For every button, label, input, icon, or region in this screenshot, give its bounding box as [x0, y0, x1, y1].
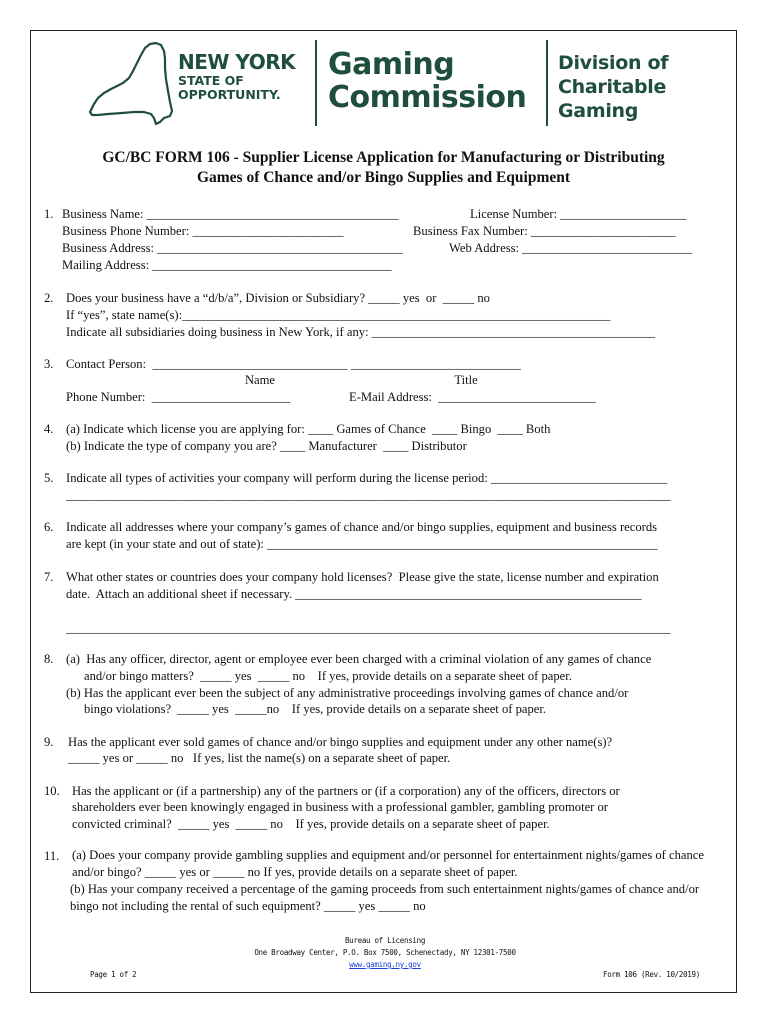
logo-divider — [546, 40, 548, 126]
question-number: 6. — [44, 520, 54, 534]
question-number: 8. — [44, 652, 54, 666]
entertainment-supplies-text[interactable]: (a) Does your company provide gambling supplies and equipment and/or personnel for entertainment nights/games of chance and/or bingo? _____ yes or _____ no If yes, provide details on a separate sheet of paper. — [72, 848, 704, 879]
header-logo — [84, 38, 704, 130]
web-address-field[interactable]: Web Address: ___________________________ — [449, 241, 693, 255]
dba-question-field[interactable]: Does your business have a “d/b/a”, Division or Subsidiary? _____ yes or _____ no — [66, 291, 490, 305]
question-number: 3. — [44, 357, 54, 371]
footer-form-revision: Form 106 (Rev. 10/2019) — [603, 970, 700, 979]
question-number: 2. — [44, 291, 54, 305]
mailing-address-field[interactable]: Mailing Address: ______________________________________ — [62, 258, 392, 272]
dba-names-field[interactable]: If “yes”, state name(s):____________________________________________________________________ — [66, 308, 611, 322]
criminal-violation-question: (a) Has any officer, director, agent or employee ever been charged with a criminal violation of any games of chance — [66, 652, 652, 666]
gc-wordmark-line: Gaming — [328, 47, 455, 82]
question-number: 1. — [44, 207, 54, 221]
other-licenses-field[interactable]: date. Attach an additional sheet if necessary. _______________________________________________________ — [66, 587, 642, 601]
division-wordmark-line: Charitable — [558, 76, 667, 98]
form-title — [30, 148, 737, 188]
contact-person-field[interactable]: Contact Person: _______________________________ ___________________________ — [66, 357, 521, 371]
ny-wordmark-line: NEW YORK — [178, 50, 296, 74]
contact-phone-field[interactable]: Phone Number: ______________________ — [66, 390, 291, 404]
business-address-field[interactable]: Business Address: _______________________________________ — [62, 241, 403, 255]
gc-wordmark-line: Commission — [328, 80, 527, 115]
question-number: 9. — [44, 735, 54, 749]
gambler-association-question-continued: shareholders ever been knowingly engaged in business with a professional gambler, gambling promoter or — [72, 800, 608, 814]
other-licenses-field-continued[interactable]: ________________________________________________________________________________________________ — [66, 621, 671, 635]
logo-divider — [315, 40, 317, 126]
business-name-field[interactable]: Business Name: ________________________________________ — [62, 207, 399, 221]
other-names-question: Has the applicant ever sold games of chance and/or bingo supplies and equipment under any other name(s)? — [68, 735, 613, 749]
ny-state-wordmark — [178, 52, 295, 101]
footer-website-wrap — [230, 959, 540, 971]
admin-proceedings-answer[interactable]: bingo violations? _____ yes _____no If yes, provide details on a separate sheet of paper. — [84, 702, 547, 716]
criminal-violation-answer[interactable]: and/or bingo matters? _____ yes _____ no If yes, provide details on a separate sheet of paper. — [84, 669, 572, 683]
gambler-association-answer[interactable]: convicted criminal? _____ yes _____ no If yes, provide details on a separate sheet of paper. — [72, 817, 550, 831]
license-type-field[interactable]: (a) Indicate which license you are applying for: ____ Games of Chance ____ Bingo ____ Both — [66, 422, 551, 436]
other-names-answer[interactable]: _____ yes or _____ no If yes, list the name(s) on a separate sheet of paper. — [68, 751, 451, 765]
gaming-commission-wordmark — [328, 48, 526, 114]
contact-email-field[interactable]: E-Mail Address: _________________________ — [349, 390, 596, 404]
record-addresses-field[interactable]: are kept (in your state and out of state): ______________________________________________________________ — [66, 537, 658, 551]
gambler-association-question: Has the applicant or (if a partnership) any of the partners or (if a corporation) any of the officers, directors or — [72, 784, 620, 798]
title-caption: Title — [454, 373, 478, 387]
activities-field[interactable]: Indicate all types of activities your company will perform during the license period: ____________________________ — [66, 471, 668, 485]
form-title-line: GC/BC FORM 106 - Supplier License Application for Manufacturing or Distributing — [102, 149, 665, 166]
license-number-field[interactable]: License Number: ____________________ — [470, 207, 687, 221]
ny-wordmark-line: OPPORTUNITY. — [178, 86, 281, 102]
division-wordmark — [558, 51, 668, 123]
new-york-state-outline-icon — [84, 38, 176, 130]
business-phone-field[interactable]: Business Phone Number: ________________________ — [62, 224, 344, 238]
ny-wordmark-line: STATE OF — [178, 73, 244, 88]
form-title-line: Games of Chance and/or Bingo Supplies and Equipment — [196, 169, 571, 186]
business-fax-field[interactable]: Business Fax Number: _______________________ — [413, 224, 676, 238]
entertainment-supplies-question[interactable] — [70, 847, 720, 915]
activities-field-continued[interactable]: ________________________________________________________________________________________________ — [66, 488, 671, 502]
division-wordmark-line: Division of — [558, 52, 669, 74]
question-number: 5. — [44, 471, 54, 485]
footer-address: One Broadway Center, P.O. Box 7500, Schenectady, NY 12301-7500 — [254, 948, 516, 957]
other-licenses-question: What other states or countries does your company hold licenses? Please give the state, license number and expiration — [66, 570, 659, 584]
footer-page-number: Page 1 of 2 — [90, 970, 137, 979]
ny-subsidiaries-field[interactable]: Indicate all subsidiaries doing business in New York, if any: _____________________________________________ — [66, 325, 656, 339]
footer-bureau: Bureau of Licensing — [344, 936, 426, 945]
division-wordmark-line: Gaming — [558, 100, 639, 122]
footer-website-link[interactable]: www.gaming.ny.gov — [349, 960, 421, 969]
question-number: 7. — [44, 570, 54, 584]
question-number: 11. — [44, 849, 60, 863]
question-number: 10. — [44, 784, 60, 798]
gaming-proceeds-text[interactable]: (b) Has your company received a percentage of the gaming proceeds from such entertainment nights/games of chance and/or bingo not including the rental of such equipment? _____ yes _____ no — [70, 882, 700, 913]
question-number: 4. — [44, 422, 54, 436]
company-type-field[interactable]: (b) Indicate the type of company you are? ____ Manufacturer ____ Distributor — [66, 439, 467, 453]
record-addresses-question: Indicate all addresses where your company’s games of chance and/or bingo supplies, equipment and business records — [66, 520, 658, 534]
name-caption: Name — [244, 373, 276, 387]
admin-proceedings-question: (b) Has the applicant ever been the subject of any administrative proceedings involving games of chance and/or — [66, 686, 629, 700]
